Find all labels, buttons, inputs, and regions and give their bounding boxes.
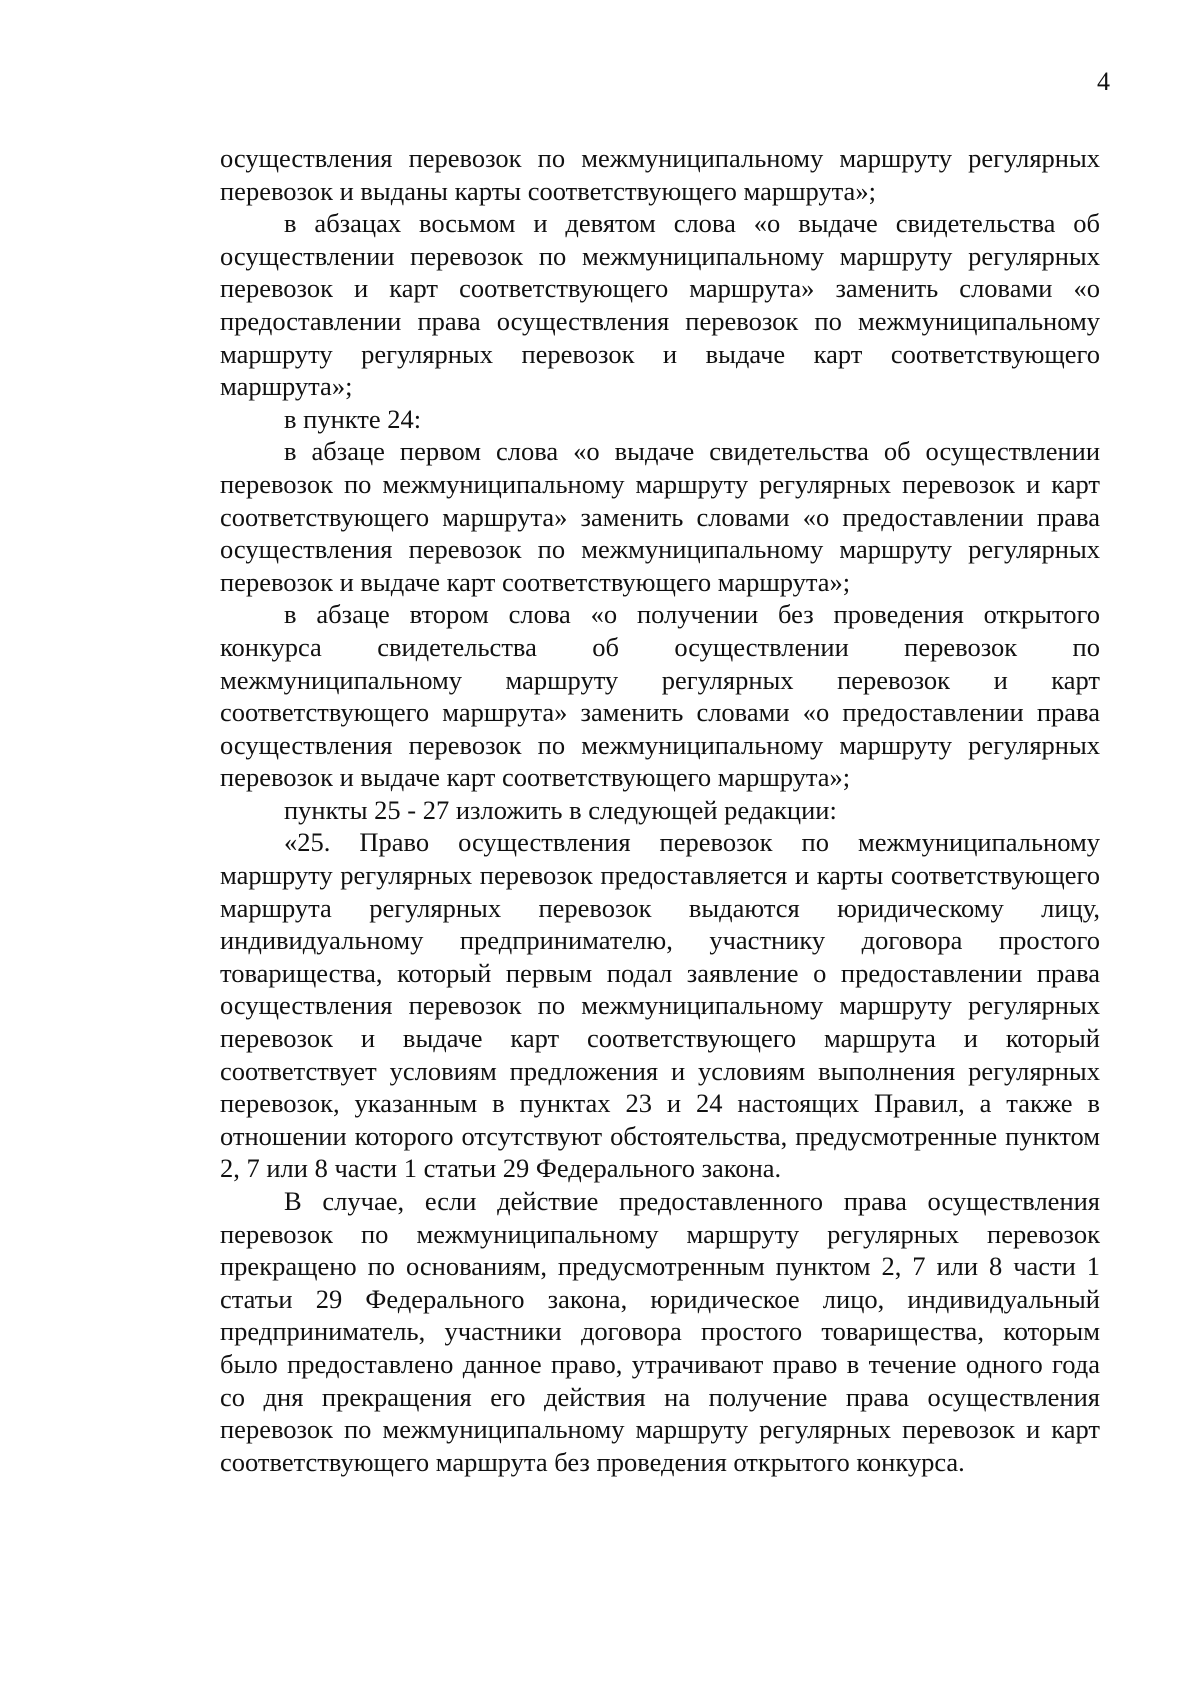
paragraph-paras-8-9-amendment: в абзацах восьмом и девятом слова «о выдаче свидетельства об осуществлении перевозок по межмуниципальному маршруту регулярных перевозок и карт соответствующего маршрута» заменить словами «о предоставлении права осуществления перевозок по межмуниципальному маршруту регулярных перевозок и выдаче карт соответствующего маршрута»; bbox=[220, 208, 1100, 402]
paragraph-item-25: «25. Право осуществления перевозок по межмуниципальному маршруту регулярных перевозок предоставляется и карты соответствующего маршрута регулярных перевозок выдаются юридическому лицу, индивидуальному предпринимателю, участнику договора простого товарищества, который первым подал заявление о предоставлении права осуществления перевозок по межмуниципальному маршруту регулярных перевозок и выдаче карт соответствующего маршрута и который соответствует условиям предложения и условиям выполнения регулярных перевозок, указанным в пунктах 23 и 24 настоящих Правил, а также в отношении которого отсутствуют обстоятельства, предусмотренные пунктом 2, 7 или 8 части 1 статьи 29 Федерального закона. bbox=[220, 827, 1100, 1184]
page-number: 4 bbox=[1097, 67, 1110, 96]
paragraph-termination-case: В случае, если действие предоставленного права осуществления перевозок по межмуниципальному маршруту регулярных перевозок прекращено по основаниям, предусмотренным пунктом 2, 7 или 8 части 1 статьи 29 Федерального закона, юридическое лицо, индивидуальный предприниматель, участники договора простого товарищества, которым было предоставлено данное право, утрачивают право в течение одного года со дня прекращения его действия на получение права осуществления перевозок по межмуниципальному маршруту регулярных перевозок и карт соответствующего маршрута без проведения открытого конкурса. bbox=[220, 1186, 1100, 1477]
paragraph-items-25-27-intro: пункты 25 - 27 изложить в следующей редакции: bbox=[284, 794, 837, 825]
paragraph-first-para-amendment: в абзаце первом слова «о выдаче свидетельства об осуществлении перевозок по межмуниципальному маршруту регулярных перевозок и карт соответствующего маршрута» заменить словами «о предоставлении права осуществления перевозок по межмуниципальному маршруту регулярных перевозок и выдаче карт соответствующего маршрута»; bbox=[220, 436, 1100, 597]
paragraph-continuation: осуществления перевозок по межмуниципальному маршруту регулярных перевозок и выданы карты соответствующего маршрута»; bbox=[220, 143, 1100, 206]
paragraph-second-para-amendment: в абзаце втором слова «о получении без проведения открытого конкурса свидетельства об осуществлении перевозок по межмуниципальному маршруту регулярных перевозок и карт соответствующего маршрута» заменить словами «о предоставлении права осуществления перевозок по межмуниципальному маршруту регулярных перевозок и выдаче карт соответствующего маршрута»; bbox=[220, 599, 1100, 793]
paragraph-item-24-heading: в пункте 24: bbox=[284, 403, 422, 434]
document-body bbox=[220, 142, 1100, 1478]
